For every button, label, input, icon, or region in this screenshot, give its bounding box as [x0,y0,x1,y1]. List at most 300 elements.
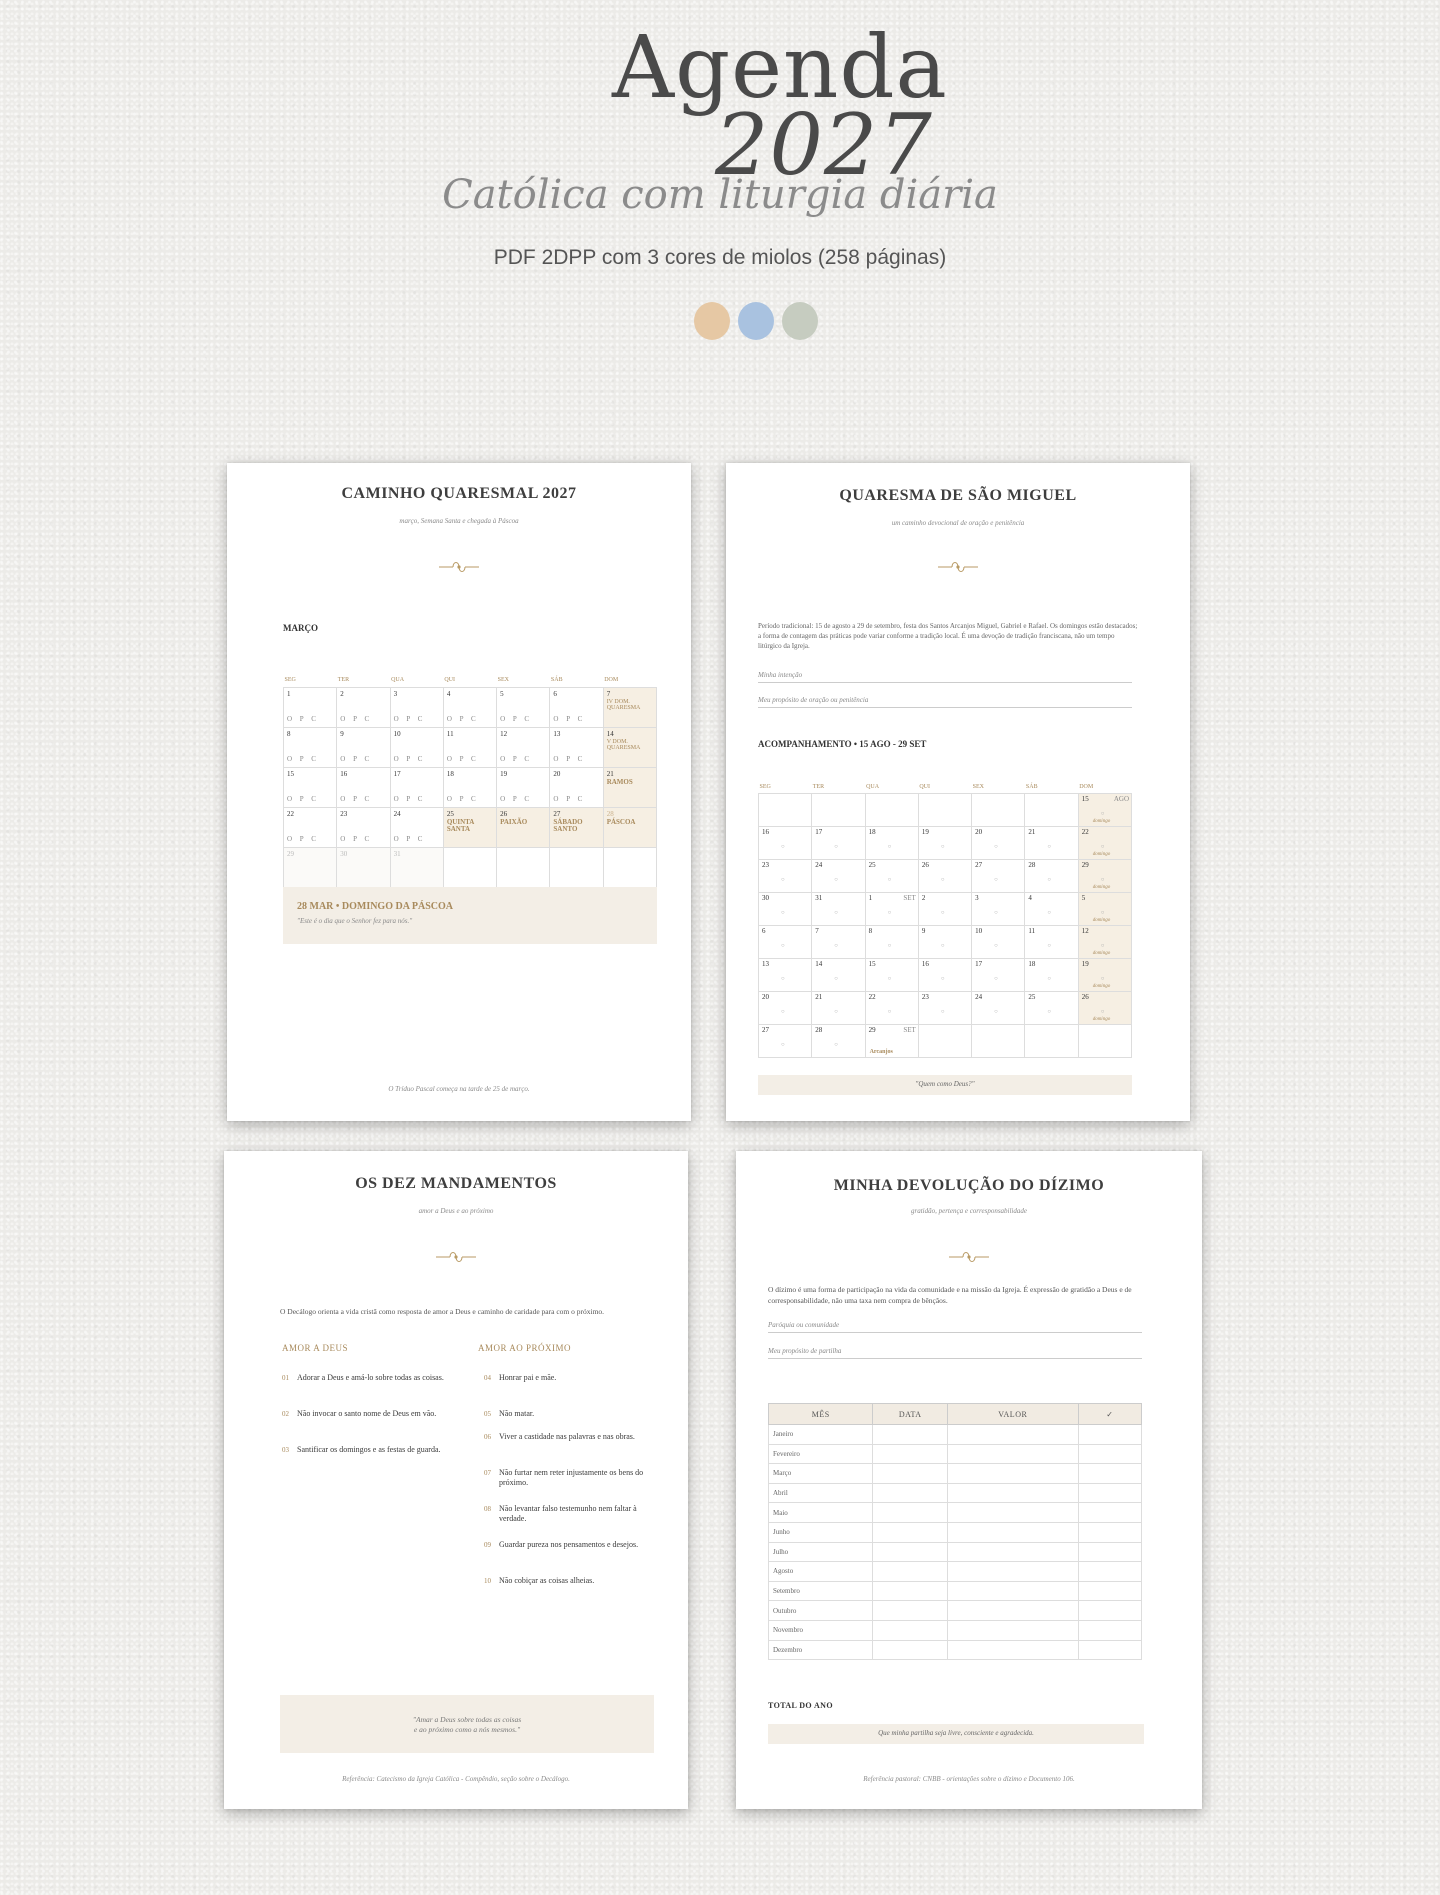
sharing-purpose-field[interactable]: Meu propósito de partilha [768,1347,1142,1359]
month-cell: Fevereiro [769,1444,873,1464]
day-number: 25 [868,860,876,869]
closing-quote: Que minha partilha seja livre, consciente e agradecida. [768,1724,1144,1744]
commandment-text: Honrar pai e mãe. [499,1373,557,1382]
practice-circle-icon: ○ [781,942,785,949]
commandment-text: Não furtar nem reter injustamente os bens do próximo. [499,1468,644,1487]
intro-text: O Decálogo orienta a vida cristã como resposta de amor a Deus e caminho de caridade para com o próximo. [280,1307,605,1316]
check-cell[interactable] [1078,1483,1141,1503]
amount-cell[interactable] [948,1503,1079,1523]
column-header: MÊS [769,1404,873,1425]
day-number: 21 [606,769,614,778]
calendar-day-cell[interactable] [1078,991,1131,1024]
commandment-text: Guardar pureza nos pensamentos e desejos. [499,1540,639,1549]
month-cell: Julho [769,1542,873,1562]
calendar-day-cell[interactable] [918,793,971,826]
amount-cell[interactable] [948,1425,1079,1445]
calendar-day-cell[interactable] [390,727,443,767]
check-cell[interactable] [1078,1601,1141,1621]
month-cell: Setembro [769,1581,873,1601]
page-caminho-quaresmal [227,463,691,1121]
day-number: 1 [868,893,873,902]
date-cell[interactable] [873,1503,948,1523]
column-header: VALOR [948,1404,1079,1425]
calendar-day-cell[interactable] [284,807,337,847]
calendar-day-cell[interactable] [337,807,390,847]
calendar-day-cell[interactable] [550,767,603,807]
date-cell[interactable] [873,1601,948,1621]
check-cell[interactable] [1078,1464,1141,1484]
practice-circle-icon: ○ [781,1008,785,1015]
calendar-day-cell[interactable] [550,807,603,847]
calendar-day-cell[interactable] [284,687,337,727]
opc-checklist: O P C [287,754,319,763]
opc-checklist: O P C [393,754,426,763]
check-cell[interactable] [1078,1503,1141,1523]
day-number: 21 [815,992,823,1001]
practice-circle-icon: ○ [940,942,945,949]
commandment-item [484,1468,659,1487]
amount-cell[interactable] [948,1640,1079,1660]
calendar-day-cell[interactable] [759,1024,812,1057]
day-number: 13 [553,729,561,738]
column-header: DATA [873,1404,948,1425]
calendar-day-cell[interactable] [759,958,812,991]
calendar-day-cell[interactable] [1025,925,1078,958]
calendar-week-row [759,859,1132,892]
date-cell[interactable] [873,1425,948,1445]
practice-circle-icon: ○ [1100,942,1105,949]
calendar-day-cell[interactable] [337,687,390,727]
calendar-day-cell[interactable] [918,925,971,958]
table-row [769,1444,1142,1464]
calendar-week-row [284,687,657,727]
practice-circle-icon: ○ [940,1008,945,1015]
commandment-number: 04 [484,1374,491,1382]
day-number: 22 [287,809,294,818]
calendar-day-cell[interactable] [497,847,550,887]
day-number: 14 [815,959,823,968]
holy-day-label: SÁBADO SANTO [553,817,583,833]
day-number: 18 [446,769,454,778]
calendar-day-cell[interactable] [1078,958,1131,991]
calendar-day-cell[interactable] [759,793,812,826]
day-number: 22 [868,992,876,1001]
day-number: 5 [1081,893,1086,902]
calendar-day-cell[interactable] [284,847,337,887]
day-number: 3 [975,893,979,902]
practice-circle-icon: ○ [887,843,892,850]
column-title-love-god: AMOR A DEUS [282,1343,349,1353]
practice-circle-icon: ○ [994,909,998,916]
intention-field[interactable]: Minha intenção [758,671,1132,683]
sunday-label: domingo [1092,917,1111,923]
calendar-day-cell[interactable] [1025,826,1078,859]
date-cell[interactable] [873,1464,948,1484]
amount-cell[interactable] [948,1620,1079,1640]
calendar-day-cell[interactable] [865,958,918,991]
commandment-text: Santificar os domingos e as festas de guarda. [297,1445,441,1454]
page-title: CAMINHO QUARESMAL 2027 [341,485,577,502]
check-cell[interactable] [1078,1640,1141,1660]
day-number: 27 [975,860,983,869]
date-cell[interactable] [873,1542,948,1562]
calendar-day-cell[interactable] [918,892,971,925]
calendar-week-row [759,958,1132,991]
calendar-day-cell[interactable] [972,1024,1025,1057]
calendar-day-cell[interactable] [497,687,550,727]
calendar-day-cell[interactable] [972,826,1025,859]
calendar-day-cell[interactable] [812,958,865,991]
calendar-day-cell[interactable] [1078,1024,1131,1057]
day-number: 20 [975,827,983,836]
day-number: 28 [1028,860,1036,869]
brand-subtitle: Católica com liturgia diária [442,172,998,218]
calendar-day-cell[interactable] [865,826,918,859]
table-row [769,1425,1142,1445]
opc-checklist: O P C [287,794,319,803]
calendar-day-cell[interactable] [972,859,1025,892]
table-row [769,1620,1142,1640]
page-dez-mandamentos [224,1151,688,1809]
calendar-day-cell[interactable] [812,793,865,826]
day-number: 27 [762,1025,769,1034]
practice-circle-icon: ○ [1047,843,1052,850]
calendar-day-cell[interactable] [390,847,443,887]
amount-cell[interactable] [948,1542,1079,1562]
commandment-item [484,1409,659,1419]
commandment-number: 01 [282,1374,289,1382]
day-number: 23 [921,992,929,1001]
holy-day-label: RAMOS [606,777,633,786]
day-number: 31 [393,849,401,858]
check-cell[interactable] [1078,1425,1141,1445]
check-cell[interactable] [1078,1562,1141,1582]
page-subtitle: março, Semana Santa e chegada à Páscoa [399,517,519,525]
holy-day-label: PAIXÃO [500,817,528,826]
calendar-week-row [759,793,1132,826]
calendar-day-cell[interactable] [972,892,1025,925]
calendar-day-cell[interactable] [603,727,656,767]
date-cell[interactable] [873,1581,948,1601]
commandment-text: Viver a castidade nas palavras e nas obras. [499,1432,635,1441]
calendar-day-cell[interactable] [918,859,971,892]
table-row [769,1464,1142,1484]
day-number: 13 [762,959,769,968]
amount-cell[interactable] [948,1483,1079,1503]
day-number: 19 [1081,959,1089,968]
flourish-ornament-icon [936,559,980,575]
commandment-number: 02 [282,1410,289,1418]
calendar-day-cell[interactable] [812,925,865,958]
weekday-label: SEX [497,676,509,683]
calendar-day-cell[interactable] [865,925,918,958]
day-number: 16 [762,827,769,836]
sunday-label: IV DOM. QUARESMA [606,698,641,711]
amount-cell[interactable] [948,1562,1079,1582]
sunday-label: domingo [1092,950,1111,956]
easter-heading: 28 MAR • DOMINGO DA PÁSCOA [297,901,453,912]
calendar-day-cell[interactable] [812,892,865,925]
date-cell[interactable] [873,1640,948,1660]
day-number: 26 [921,860,929,869]
tithe-table [768,1403,1142,1660]
commandment-item [484,1504,659,1523]
calendar-day-cell[interactable] [972,991,1025,1024]
color-swatches [694,302,818,340]
calendar-day-cell[interactable] [865,991,918,1024]
amount-cell[interactable] [948,1464,1079,1484]
date-cell[interactable] [873,1562,948,1582]
day-number: 2 [921,893,926,902]
calendar-day-cell[interactable] [918,1024,971,1057]
calendar-day-cell[interactable] [972,793,1025,826]
weekday-label: QUI [919,783,931,790]
calendar-day-cell[interactable] [865,1024,918,1057]
calendar-day-cell[interactable] [812,1024,865,1057]
weekday-label: QUA [391,676,405,683]
practice-circle-icon: ○ [781,876,785,883]
day-number: 19 [921,827,929,836]
day-number: 11 [446,729,454,738]
calendar-day-cell[interactable] [812,859,865,892]
commandment-text: Não invocar o santo nome de Deus em vão. [297,1409,437,1418]
calendar-day-cell[interactable] [918,826,971,859]
calendar-day-cell[interactable] [603,807,656,847]
sunday-label: domingo [1092,851,1111,857]
calendar-day-cell[interactable] [972,925,1025,958]
day-number: 15 [287,769,294,778]
purpose-field[interactable]: Meu propósito de oração ou penitência [758,696,1132,708]
calendar-day-cell[interactable] [603,687,656,727]
date-cell[interactable] [873,1483,948,1503]
calendar-day-cell[interactable] [1078,793,1131,826]
calendar-day-cell[interactable] [603,847,656,887]
opc-checklist: O P C [340,834,373,843]
calendar-day-cell[interactable] [1025,1024,1078,1057]
table-row [769,1483,1142,1503]
month-cell: Agosto [769,1562,873,1582]
amount-cell[interactable] [948,1444,1079,1464]
table-row [769,1581,1142,1601]
amount-cell[interactable] [948,1522,1079,1542]
calendar-day-cell[interactable] [284,727,337,767]
day-number: 12 [500,729,508,738]
opc-checklist: O P C [553,714,586,723]
commandment-item [282,1409,457,1419]
practice-circle-icon: ○ [1047,975,1052,982]
practice-circle-icon: ○ [834,1041,838,1048]
calendar-day-cell[interactable] [443,687,496,727]
closing-quote [280,1695,654,1753]
calendar-week-row [284,727,657,767]
calendar-day-cell[interactable] [918,958,971,991]
month-cell: Dezembro [769,1640,873,1660]
calendar-day-cell[interactable] [759,859,812,892]
calendar-day-cell[interactable] [337,767,390,807]
calendar-week-row [759,892,1132,925]
page-footer: Referência pastoral: CNBB - orientações sobre o dízimo e Documento 106. [863,1775,1075,1783]
practice-circle-icon: ○ [887,909,892,916]
day-number: 4 [1028,893,1032,902]
calendar-day-cell[interactable] [759,991,812,1024]
check-cell[interactable] [1078,1581,1141,1601]
opc-checklist: O P C [553,794,586,803]
check-cell[interactable] [1078,1444,1141,1464]
practice-circle-icon: ○ [887,942,892,949]
day-number: 15 [868,959,876,968]
date-cell[interactable] [873,1620,948,1640]
sunday-label: domingo [1092,818,1111,824]
calendar-day-cell[interactable] [865,892,918,925]
practice-circle-icon: ○ [1047,909,1052,916]
calendar-day-cell[interactable] [1078,859,1131,892]
day-number: 28 [815,1025,823,1034]
weekday-label: SÁB [550,676,563,683]
calendar-day-cell[interactable] [390,807,443,847]
day-number: 8 [868,926,873,935]
check-cell[interactable] [1078,1542,1141,1562]
calendar-day-cell[interactable] [1078,892,1131,925]
color-swatch-beige [694,302,730,340]
day-number: 20 [762,992,769,1001]
calendar-day-cell[interactable] [550,687,603,727]
day-number: 28 [606,809,614,818]
practice-circle-icon: ○ [834,843,838,850]
calendar-day-cell[interactable] [443,767,496,807]
calendar-day-cell[interactable] [1025,859,1078,892]
commandment-text: Não matar. [499,1409,535,1418]
calendar-day-cell[interactable] [759,826,812,859]
amount-cell[interactable] [948,1601,1079,1621]
easter-quote: "Este é o dia que o Senhor fez para nós." [297,917,413,925]
practice-circle-icon: ○ [1047,1008,1052,1015]
day-number: 9 [340,729,344,738]
calendar-day-cell[interactable] [865,793,918,826]
calendar-week-row [284,847,657,887]
weekday-label: SÁB [1025,783,1038,790]
calendar-day-cell[interactable] [443,847,496,887]
calendar-day-cell[interactable] [497,727,550,767]
calendar-day-cell[interactable] [759,925,812,958]
day-number: 7 [606,689,611,698]
practice-circle-icon: ○ [834,876,838,883]
calendar-day-cell[interactable] [812,826,865,859]
practice-circle-icon: ○ [781,975,785,982]
calendar-day-cell[interactable] [284,767,337,807]
commandment-text: Adorar a Deus e amá-lo sobre todas as coisas. [297,1373,444,1382]
day-number: 15 [1081,794,1089,803]
practice-circle-icon: ○ [1100,975,1105,982]
calendar-day-cell[interactable] [443,807,496,847]
calendar-day-cell[interactable] [390,767,443,807]
calendar-day-cell[interactable] [1078,826,1131,859]
calendar-week-row [759,826,1132,859]
sunday-label: domingo [1092,1016,1111,1022]
calendar-day-cell[interactable] [1025,892,1078,925]
opc-checklist: O P C [393,714,426,723]
day-number: 14 [606,729,614,738]
commandment-number: 05 [484,1410,491,1418]
intro-text: O dízimo é uma forma de participação na vida da comunidade e na missão da Igreja. É expressão de gratidão a Deus e de corresponsabilidade, não uma taxa nem compra de bênçãos. [768,1285,1132,1305]
month-cell: Junho [769,1522,873,1542]
calendar-day-cell[interactable] [603,767,656,807]
calendar-week-row [284,807,657,847]
calendar-day-cell[interactable] [443,727,496,767]
calendar-day-cell[interactable] [1025,793,1078,826]
check-cell[interactable] [1078,1522,1141,1542]
opc-checklist: O P C [553,754,586,763]
calendar-day-cell[interactable] [812,991,865,1024]
day-number: 18 [868,827,876,836]
date-cell[interactable] [873,1444,948,1464]
day-number: 19 [500,769,508,778]
day-number: 24 [975,992,983,1001]
day-number: 17 [975,959,983,968]
day-number: 20 [553,769,561,778]
calendar-day-cell[interactable] [972,958,1025,991]
calendar-week-row [759,1024,1132,1057]
check-cell[interactable] [1078,1620,1141,1640]
day-number: 29 [287,849,294,858]
practice-circle-icon: ○ [994,843,998,850]
page-subtitle: amor a Deus e ao próximo [418,1207,494,1215]
table-header-row [769,1404,1142,1425]
flourish-ornament-icon [437,559,481,575]
opc-checklist: O P C [500,754,532,763]
commandment-item [282,1373,457,1383]
calendar-day-cell[interactable] [497,767,550,807]
practice-circle-icon: ○ [834,909,838,916]
amount-cell[interactable] [948,1581,1079,1601]
calendar-day-cell[interactable] [918,991,971,1024]
day-number: 17 [815,827,823,836]
calendar-day-cell[interactable] [1025,958,1078,991]
calendar-day-cell[interactable] [337,847,390,887]
calendar-week-row [284,767,657,807]
opc-checklist: O P C [446,714,479,723]
day-number: 25 [446,809,454,818]
weekday-label: QUI [444,676,456,683]
calendar-day-cell[interactable] [550,847,603,887]
calendar-day-cell[interactable] [550,727,603,767]
calendar-day-cell[interactable] [759,892,812,925]
month-label: MARÇO [283,623,318,633]
commandment-number: 07 [484,1469,491,1477]
weekday-label: TER [337,676,350,683]
calendar-day-cell[interactable] [1025,991,1078,1024]
calendar-day-cell[interactable] [497,807,550,847]
parish-field[interactable]: Paróquia ou comunidade [768,1321,1142,1333]
calendar-day-cell[interactable] [865,859,918,892]
opc-checklist: O P C [500,714,532,723]
practice-circle-icon: ○ [1100,843,1105,850]
day-number: 6 [553,689,557,698]
calendar-day-cell[interactable] [1078,925,1131,958]
practice-circle-icon: ○ [834,1008,838,1015]
day-number: 2 [340,689,344,698]
commandment-item [484,1373,659,1383]
weekday-header-row [284,673,657,687]
month-cell: Maio [769,1503,873,1523]
day-number: 5 [500,689,504,698]
date-cell[interactable] [873,1522,948,1542]
sunday-label: V DOM. QUARESMA [606,738,641,751]
weekday-label: TER [812,783,825,790]
calendar-day-cell[interactable] [390,687,443,727]
day-number: 16 [340,769,348,778]
calendar-day-cell[interactable] [337,727,390,767]
month-marker: SET [903,1025,916,1034]
